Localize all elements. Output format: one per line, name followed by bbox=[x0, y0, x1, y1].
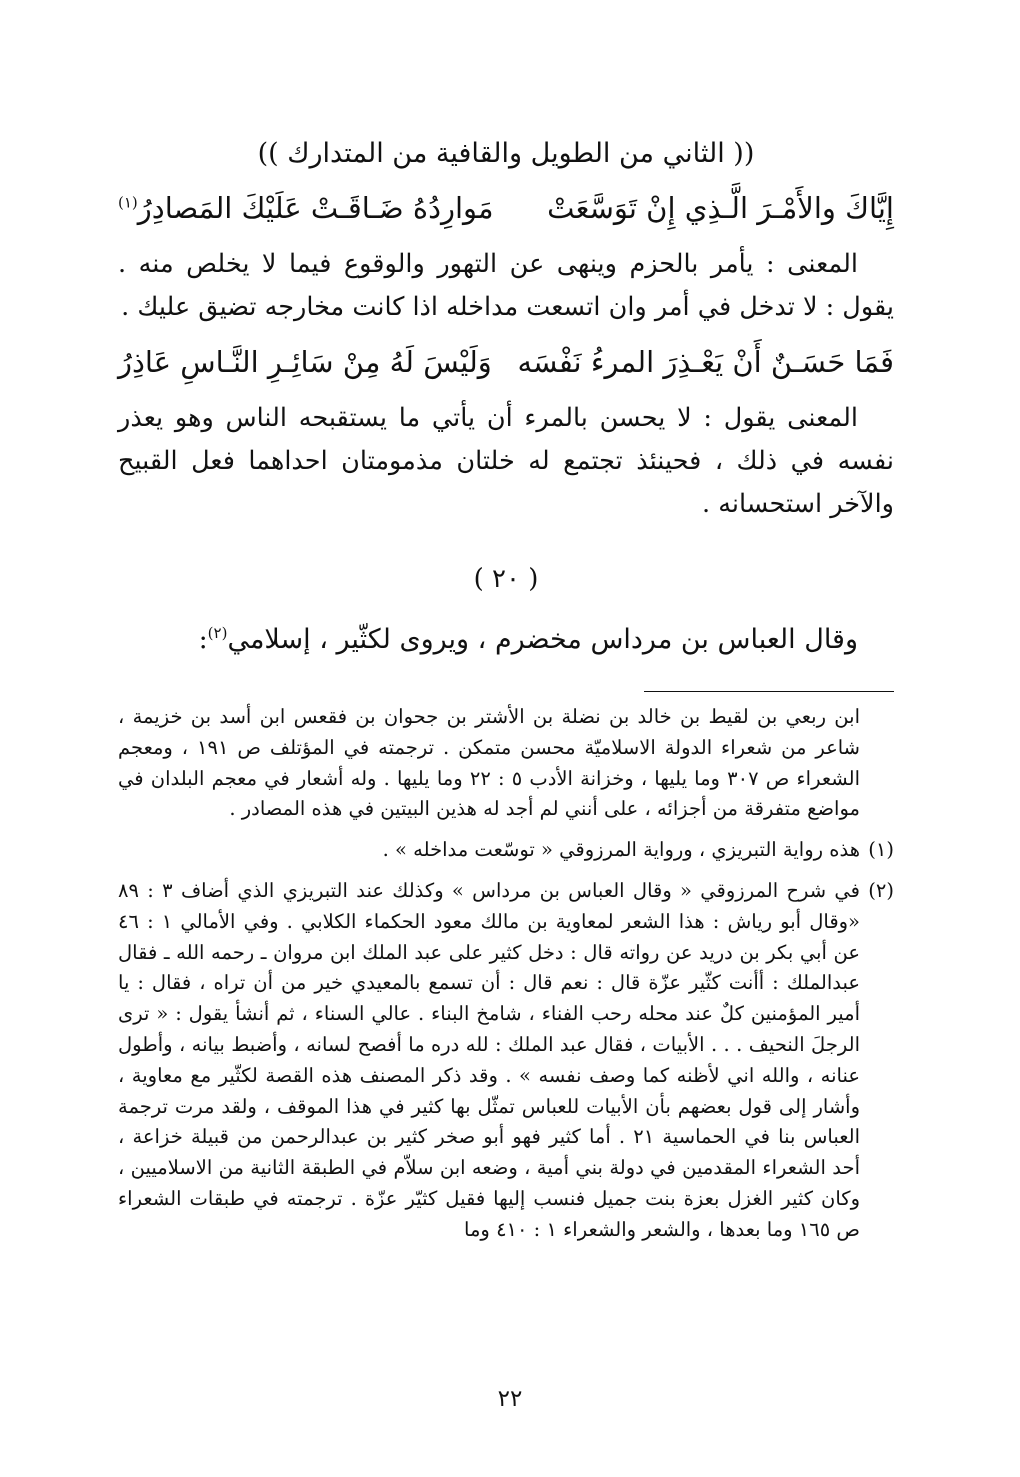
verse-1-first-hemistich: إِيَّاكَ والأَمْـرَ الَّـذِي إِنْ تَوَسَّعَتْ bbox=[547, 191, 894, 225]
verse-2-first-hemistich: فَمَا حَسَـنٌ أَنْ يَعْـذِرَ المرءُ نَفْسَه bbox=[517, 345, 894, 379]
footnote-2-mark: (٢) bbox=[868, 878, 894, 902]
verse-1 bbox=[118, 191, 894, 225]
section-title: (( الثاني من الطويل والقافية من المتدارك )) bbox=[257, 138, 755, 169]
verse-2 bbox=[118, 345, 894, 379]
verse-2-second-hemistich: وَلَيْسَ لَهُ مِنْ سَائِـرِ النَّـاسِ عَاذِرُ bbox=[118, 345, 492, 379]
verse-1-footnote-ref: (١) bbox=[118, 193, 138, 212]
footnote-1-text: هذه رواية التبريزي ، ورواية المرزوقي « توسّعت مداخله » . bbox=[382, 838, 860, 862]
footnote-1-mark: (١) bbox=[868, 838, 894, 862]
footnote-separator bbox=[644, 691, 894, 692]
poem-intro-footnote-ref: (٢) bbox=[207, 624, 228, 642]
explanation-1: المعنى : يأمر بالحزم وينهى عن التهور والوقوع فيما لا يخلص منه . يقول : لا تدخل في أمر وان اتسعت مداخله اذا كانت مخارجه تضيق عليك . bbox=[118, 249, 894, 322]
poem-intro-colon: : bbox=[198, 624, 208, 655]
poem-intro bbox=[118, 612, 894, 661]
verse-1-second-hemistich bbox=[118, 191, 494, 225]
poem-intro-text: وقال العباس بن مرداس مخضرم ، ويروى لكثّير ، إسلامي bbox=[227, 624, 858, 655]
poem-number: ( ٢٠ ) bbox=[473, 564, 539, 594]
page-number: ٢٢ bbox=[497, 1386, 523, 1412]
footnote-continuation: ابن ربعي بن لقيط بن خالد بن نضلة بن الأشتر بن جحوان بن فقعس ابن أسد بن خزيمة ، شاعر من شعراء الدولة الاسلاميّة محسن متمكن . ترجمته في المؤتلف ص ١٩١ ، ومعجم الشعراء ص ٣٠٧ وما يليها ، وخزانة الأدب ٥ : ٢٢ وما يليها . وله أشعار في معجم البلدان في مواضع متفرقة من أجزائه ، على أنني لم أجد له هذين البيتين في هذه المصادر . bbox=[118, 705, 861, 821]
explanation-2: المعنى يقول : لا يحسن بالمرء أن يأتي ما يستقبحه الناس وهو يعذر نفسه في ذلك ، فحينئذ تجتمع له خلتان مذمومتان احداهما فعل القبيح والآخر استحسانه . bbox=[118, 403, 894, 519]
page-body bbox=[118, 120, 894, 1256]
footnote-2-text: في شرح المرزوقي « وقال العباس بن مرداس » وكذلك عند التبريزي الذي أضاف ٣ : ٨٩ «وقال أبو رياش : هذا الشعر لمعاوية بن مالك معود الحكماء الكلابي . وفي الأمالي ١ : ٤٦ عن أبي بكر بن دريد عن رواته قال : دخل كثير على عبد الملك ابن مروان ـ رحمه الله ـ فقال عبدالملك : أأنت كثّير عزّة قال : نعم قال : أن تسمع بالمعيدي خير من أن تراه ، فقال : يا أمير المؤمنين كلٌ عند محله رحب الفناء ، شامخ البناء . عالي السناء ، ثم أنشأ يقول : « ترى الرجلَ النحيف . . . الأبيات ، فقال عبد الملك : لله دره ما أفصح لسانه ، وأضبط بيانه ، وأطول عنانه ، والله اني لأظنه كما وصف نفسه » . وقد ذكر المصنف هذه القصة لكثّير مع معاوية ، وأشار إلى قول بعضهم بأن الأبيات للعباس تمثّل بها كثير في هذا الموقف ، ولقد مرت ترجمة العباس بنا في الحماسية ٢١ . أما كثير فهو أبو صخر كثير بن عبدالرحمن من قبيلة خزاعة ، أحد الشعراء المقدمين في دولة بني أمية ، وضعه ابن سلاّم في الطبقة الثانية من الاسلاميين ، وكان كثير الغزل بعزة بنت جميل فنسب إليها فقيل كثيّر عزّة . ترجمته في طبقات الشعراء ص ١٦٥ وما بعدها ، والشعر والشعراء ١ : ٤١٠ وما bbox=[118, 878, 860, 1241]
verse-1-second-text: مَوارِدُهُ ضَـاقَـتْ عَلَيْكَ المَصادِرُ bbox=[137, 191, 494, 225]
footnote-1 bbox=[118, 835, 894, 866]
footnote-2 bbox=[118, 876, 894, 1246]
